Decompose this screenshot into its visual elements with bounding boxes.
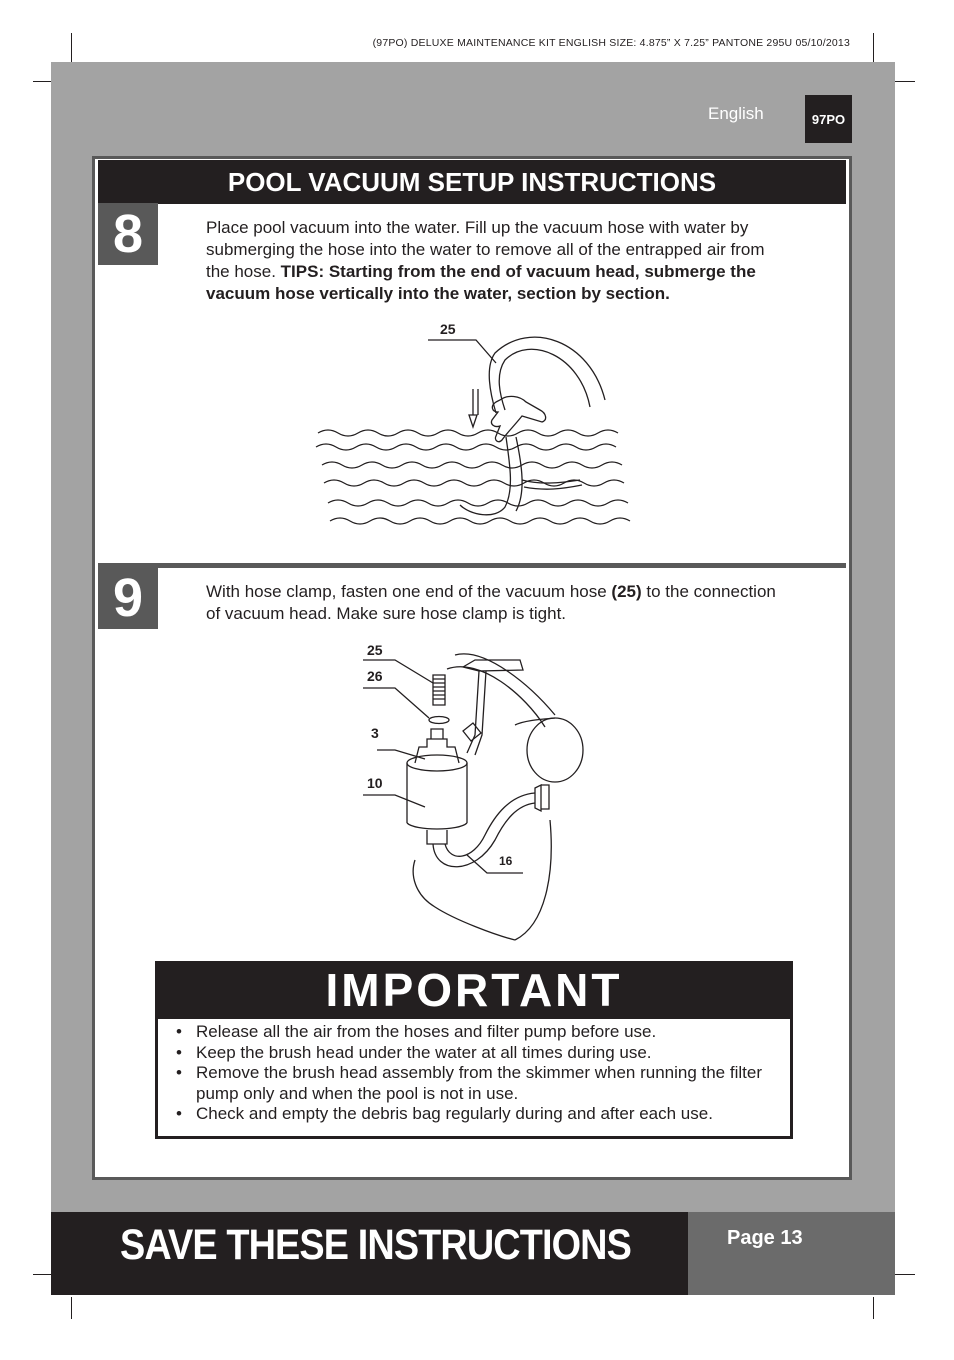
- crop-mark: [71, 33, 72, 62]
- page-number: Page 13: [727, 1227, 803, 1249]
- callout-25: 25: [367, 642, 383, 658]
- step-text: [206, 217, 786, 305]
- callout-16: 16: [499, 854, 513, 868]
- vacuum-head-assembly-illustration: [355, 635, 600, 945]
- step-tip: TIPS: Starting from the end of vacuum head, submerge the vacuum hose vertically into the water, section by section.: [206, 262, 756, 303]
- model-code-badge: 97PO: [805, 95, 852, 143]
- list-item: • Keep the brush head under the water at all times during use.: [174, 1043, 784, 1064]
- important-title: IMPORTANT: [155, 961, 793, 1019]
- list-item: • Check and empty the debris bag regularly during and after each use.: [174, 1104, 784, 1125]
- callout-26: 26: [367, 668, 383, 684]
- list-item: • Remove the brush head assembly from the skimmer when running the filter pump only and when the pool is not in use.: [174, 1063, 784, 1104]
- callout-25: 25: [440, 321, 456, 337]
- crop-mark: [873, 1297, 874, 1319]
- step-part-ref: (25): [611, 582, 642, 601]
- section-title: POOL VACUUM SETUP INSTRUCTIONS: [98, 160, 846, 204]
- step-text-after: to the connection of vacuum head. Make sure hose clamp is tight.: [206, 582, 776, 623]
- step-text-before: With hose clamp, fasten one end of the vacuum hose: [206, 582, 612, 601]
- footer-page-panel: [688, 1212, 895, 1295]
- callout-3: 3: [371, 725, 379, 741]
- crop-mark: [71, 1297, 72, 1319]
- language-label: English: [708, 104, 764, 123]
- step-number: 9: [98, 567, 158, 629]
- crop-mark: [873, 33, 874, 62]
- callout-10: 10: [367, 775, 383, 791]
- step-divider: [98, 563, 846, 568]
- important-list: [174, 1022, 784, 1125]
- footer-title: SAVE THESE INSTRUCTIONS: [120, 1221, 631, 1269]
- print-slug: (97PO) DELUXE MAINTENANCE KIT ENGLISH SIZE: 4.875” X 7.25” PANTONE 295U 05/10/2013: [372, 37, 850, 49]
- submerge-hose-illustration: [300, 315, 660, 535]
- step-text: [206, 581, 786, 625]
- step-text-normal: Place pool vacuum into the water. Fill up the vacuum hose with water by submerging the hose into the water to remove all of the entrapped air from the hose.: [206, 218, 765, 281]
- step-number: 8: [98, 203, 158, 265]
- list-item: • Release all the air from the hoses and filter pump before use.: [174, 1022, 784, 1043]
